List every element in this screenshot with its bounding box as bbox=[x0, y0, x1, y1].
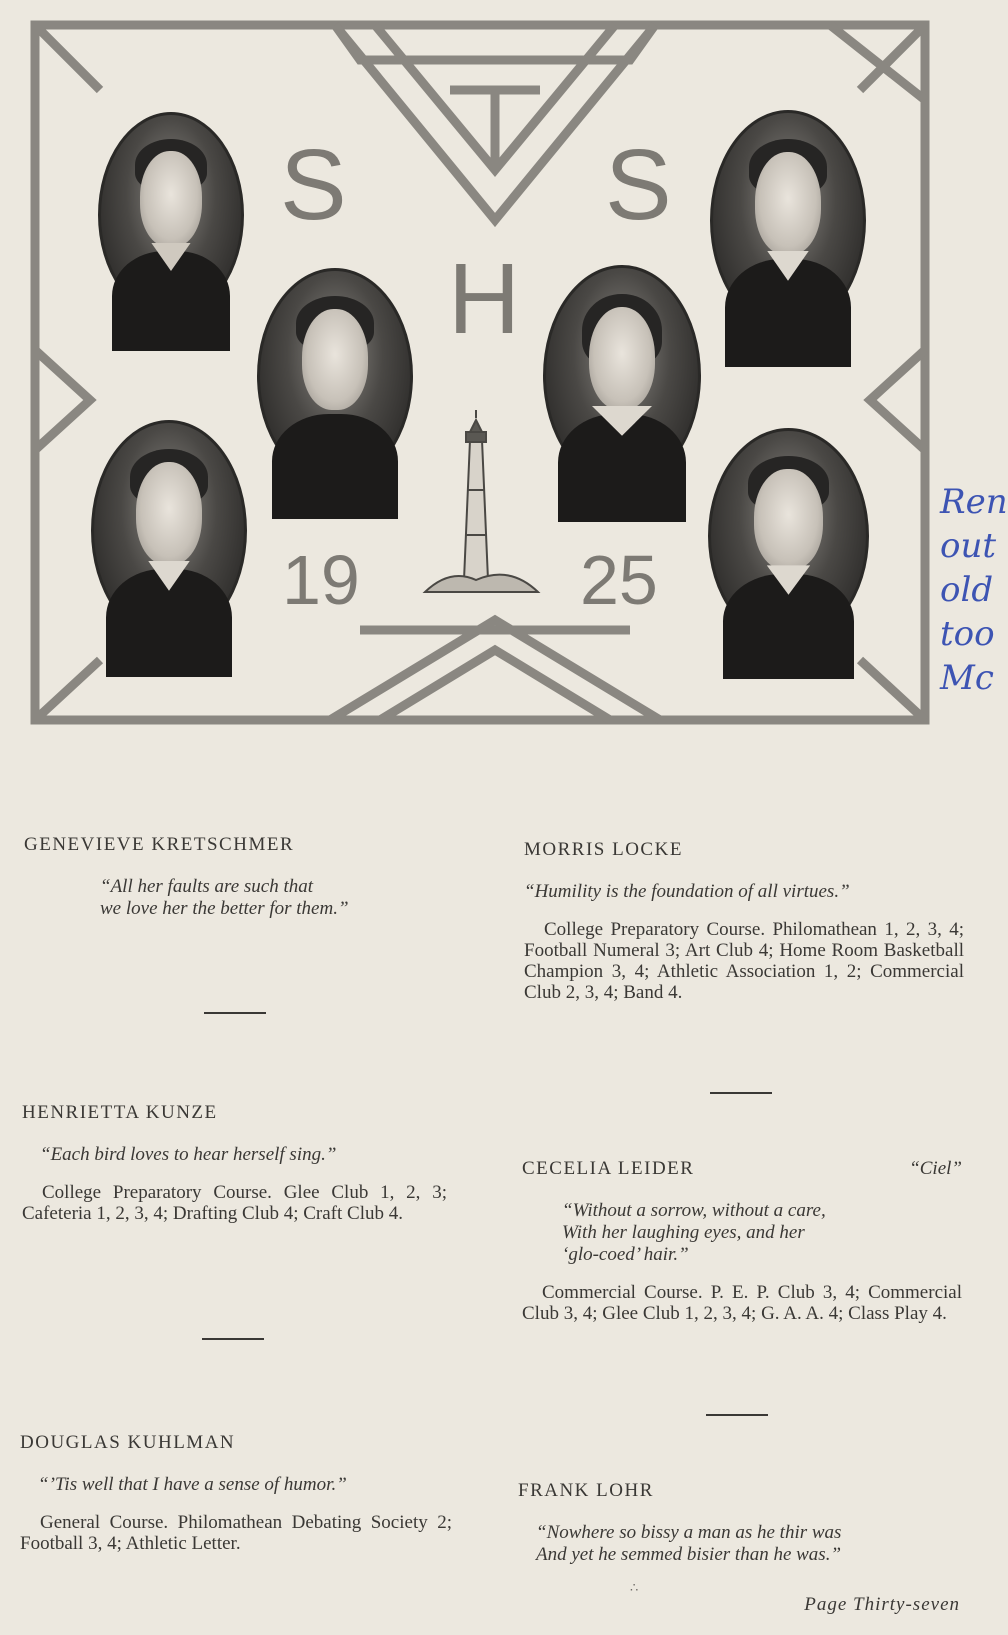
student-quote: “Each bird loves to hear herself sing.” bbox=[40, 1144, 337, 1165]
student-name: DOUGLAS KUHLMAN bbox=[20, 1432, 236, 1453]
divider bbox=[204, 1012, 266, 1014]
handwriting-line: Ren bbox=[940, 482, 1008, 522]
handwritten-margin-note bbox=[940, 480, 1008, 710]
student-quote: “Nowhere so bissy a man as he thir was And yet he semmed bisier than he was.” bbox=[536, 1522, 842, 1565]
banner-letter-s-right: S bbox=[605, 129, 672, 241]
divider bbox=[710, 1092, 772, 1094]
entry-douglas-kuhlman bbox=[20, 1432, 450, 1554]
student-record: General Course. Philomathean Debating Society 2; Football 3, 4; Athletic Letter. bbox=[20, 1512, 452, 1554]
student-name: FRANK LOHR bbox=[518, 1480, 654, 1501]
student-quote: “Humility is the foundation of all virtues.” bbox=[524, 881, 850, 902]
portrait-morris-locke bbox=[710, 110, 866, 331]
entry-morris-locke bbox=[524, 839, 964, 1003]
student-quote: “All her faults are such that we love her the better for them.” bbox=[100, 876, 349, 919]
entry-cecelia-leider bbox=[522, 1158, 962, 1324]
banner-letter-s-left: S bbox=[280, 129, 347, 241]
portrait-cecelia-leider bbox=[543, 265, 701, 486]
student-record: College Preparatory Course. Glee Club 1, 2, 3; Cafeteria 1, 2, 3, 4; Drafting Club 4; Craft Club 4. bbox=[22, 1182, 447, 1224]
portrait-henrietta-kunze bbox=[257, 268, 413, 484]
ink-smudge: ∴ bbox=[630, 1580, 639, 1595]
student-name: HENRIETTA KUNZE bbox=[22, 1102, 218, 1123]
student-record: Commercial Course. P. E. P. Club 3, 4; Commercial Club 3, 4; Glee Club 1, 2, 3, 4; G. A. A. 4; Class Play 4. bbox=[522, 1282, 962, 1324]
student-name: CECELIA LEIDER bbox=[522, 1158, 695, 1179]
yearbook-banner bbox=[30, 20, 970, 750]
handwriting-line: too bbox=[940, 614, 995, 654]
student-quote: “Without a sorrow, without a care, With her laughing eyes, and her ‘glo-coed’ hair.” bbox=[562, 1200, 826, 1265]
handwriting-line: out bbox=[940, 526, 997, 566]
handwriting-line: old bbox=[940, 570, 994, 610]
portrait-genevieve-kretschmer bbox=[98, 112, 244, 318]
student-name: GENEVIEVE KRETSCHMER bbox=[24, 834, 295, 855]
portrait-frank-lohr bbox=[708, 428, 869, 644]
banner-year-right: 25 bbox=[580, 541, 658, 619]
entry-henrietta-kunze bbox=[22, 1102, 452, 1224]
lighthouse-icon bbox=[425, 410, 538, 592]
student-nickname: “Ciel” bbox=[909, 1158, 962, 1179]
student-record: College Preparatory Course. Philomathean 1, 2, 3, 4; Football Numeral 3; Art Club 4; Home Room Basketball Champion 3, 4; Athletic Association 1, 2; Commercial Club 2, 3, 4; Band 4. bbox=[524, 919, 964, 1003]
banner-year-left: 19 bbox=[282, 541, 360, 619]
page-number: Page Thirty-seven bbox=[804, 1594, 960, 1615]
student-name: MORRIS LOCKE bbox=[524, 839, 683, 860]
banner-letter-h: H bbox=[448, 243, 521, 355]
handwriting-line: Mc bbox=[940, 658, 994, 698]
portrait-douglas-kuhlman bbox=[91, 420, 247, 641]
divider bbox=[202, 1338, 264, 1340]
entry-frank-lohr bbox=[518, 1480, 958, 1566]
student-quote: “’Tis well that I have a sense of humor.” bbox=[38, 1474, 347, 1495]
entry-genevieve-kretschmer bbox=[24, 834, 454, 920]
divider bbox=[706, 1414, 768, 1416]
